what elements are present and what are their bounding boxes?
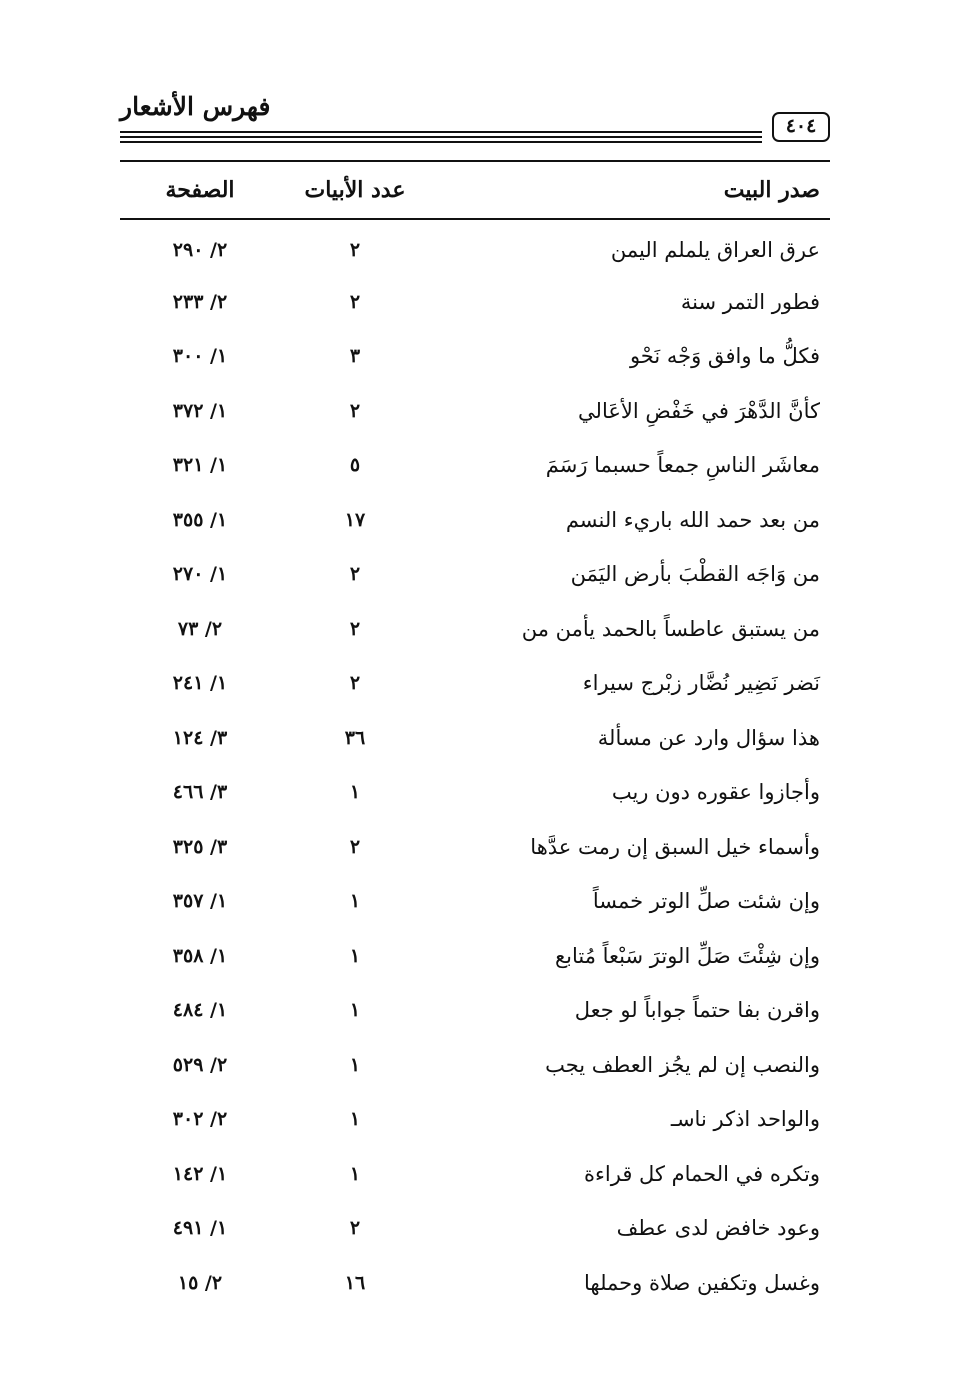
page-ref-cell: ٢/ ٣٠٢ xyxy=(172,1108,228,1130)
table-body xyxy=(120,220,830,1310)
verse-opening-cell: فطور التمر سنة xyxy=(680,289,820,314)
verse-opening-cell: فكلُّ ما وافق وَجْه نَحْو xyxy=(629,344,820,368)
header-verse-opening: صدر البيت xyxy=(723,177,820,203)
running-title: فهرس الأشعار xyxy=(120,92,271,121)
page-ref-cell: ١/ ٣٥٧ xyxy=(172,890,228,912)
table-row xyxy=(120,765,830,820)
table-header-row xyxy=(120,162,830,220)
table-row xyxy=(120,820,830,875)
verse-count-cell: ٢ xyxy=(349,672,361,694)
table-row xyxy=(120,1038,830,1093)
verse-opening-cell: وعود خافض لدى عطف xyxy=(616,1216,820,1240)
verse-opening-cell: من وَاجَه القطْبَ بأرض اليَمَن xyxy=(570,562,820,586)
table-row xyxy=(120,1147,830,1202)
table-row xyxy=(120,438,830,493)
page-ref-cell: ١/ ٣٥٥ xyxy=(172,508,228,531)
header-rule-line xyxy=(120,141,762,143)
table-row xyxy=(120,929,830,984)
table-row xyxy=(120,1201,830,1256)
page-ref-cell: ٢/ ١٥ xyxy=(177,1271,223,1294)
page-number: ٤٠٤ xyxy=(772,112,830,142)
verse-count-cell: ٥ xyxy=(349,454,361,476)
verse-count-cell: ١ xyxy=(349,1053,361,1076)
page-ref-cell: ١/ ٤٩١ xyxy=(172,1217,228,1239)
verse-count-cell: ٢ xyxy=(349,290,361,313)
table-row xyxy=(120,711,830,766)
table-row xyxy=(120,602,830,657)
verse-opening-cell: معاشَر الناسِ جمعاً حسبما رَسَمَ xyxy=(545,453,820,477)
verse-count-cell: ٢ xyxy=(349,563,361,585)
header-page: الصفحة xyxy=(165,177,235,203)
verse-count-cell: ١ xyxy=(349,999,361,1021)
verse-opening-cell: والواحد اذكر ناسـ xyxy=(670,1107,820,1131)
verse-count-cell: ٢ xyxy=(349,835,361,858)
table-row xyxy=(120,656,830,711)
page-ref-cell: ٢/ ٢٣٣ xyxy=(172,290,228,313)
table-row xyxy=(120,275,830,330)
verse-count-cell: ١ xyxy=(349,781,361,803)
verse-opening-cell: وأجازوا عقوره دون ريب xyxy=(611,780,820,804)
verse-opening-cell: وأسماء خيل السبق إن رمت عدَّها xyxy=(530,834,820,859)
verse-opening-cell: عرق العراق يلملم اليمن xyxy=(610,238,820,262)
page-ref-cell: ٢/ ٥٢٩ xyxy=(172,1053,228,1076)
verse-count-cell: ١ xyxy=(349,890,361,912)
page-ref-cell: ٣/ ٣٢٥ xyxy=(172,835,228,858)
verse-opening-cell: وتكره في الحمام كل قراءة xyxy=(584,1161,820,1186)
header-rule xyxy=(120,131,762,144)
verse-count-cell: ٢ xyxy=(349,239,361,261)
verse-count-cell: ١ xyxy=(349,1108,361,1130)
verse-opening-cell: وإن شِئْتَ صَلِّ الوترَ سَبْعاً مُتابع xyxy=(554,943,820,968)
page-ref-cell: ١/ ٣٥٨ xyxy=(172,944,228,967)
poetry-index-table xyxy=(120,160,830,1310)
verse-opening-cell: كأنَّ الدَّهْرَ في خَفْضِ الأعَالي xyxy=(578,398,820,423)
verse-opening-cell: هذا سؤال وارد عن مسألة xyxy=(597,725,820,750)
table-row xyxy=(120,329,830,384)
page-ref-cell: ١/ ٤٨٤ xyxy=(172,999,228,1021)
page-ref-cell: ١/ ٢٤١ xyxy=(172,672,228,694)
verse-count-cell: ١٦ xyxy=(344,1271,366,1294)
page-ref-cell: ١/ ٣٢١ xyxy=(172,454,228,476)
page-ref-cell: ٢/ ٧٣ xyxy=(177,617,223,640)
verse-opening-cell: وإن شئت صلِّ الوتر خمساً xyxy=(592,889,820,913)
header-rule-line xyxy=(120,136,762,138)
table-row xyxy=(120,1092,830,1147)
verse-count-cell: ٣ xyxy=(349,345,361,367)
page-ref-cell: ١/ ٣٠٠ xyxy=(172,345,228,367)
page-ref-cell: ٣/ ١٢٤ xyxy=(172,726,228,749)
page-ref-cell: ٢/ ٢٩٠ xyxy=(172,239,228,261)
verse-opening-cell: والنصب إن لم يجُز العطف يجب xyxy=(545,1052,820,1077)
header-verse-count: عدد الأبيات xyxy=(304,177,406,203)
table-row xyxy=(120,493,830,548)
table-row xyxy=(120,547,830,602)
table-row xyxy=(120,220,830,275)
verse-count-cell: ١٧ xyxy=(344,508,366,531)
verse-count-cell: ٢ xyxy=(349,617,361,640)
page-ref-cell: ١/ ٣٧٢ xyxy=(172,399,228,422)
verse-opening-cell: من بعد حمد الله باريء النسم xyxy=(565,507,820,532)
verse-opening-cell: واقرن بفا حتماً جواباً لو جعل xyxy=(574,998,820,1022)
page-ref-cell: ١/ ١٤٢ xyxy=(172,1162,228,1185)
verse-opening-cell: وغسل وتكفين صلاة وحملها xyxy=(584,1270,820,1295)
verse-count-cell: ٢ xyxy=(349,1217,361,1239)
table-row xyxy=(120,1256,830,1311)
table-row xyxy=(120,874,830,929)
verse-count-cell: ١ xyxy=(349,944,361,967)
verse-count-cell: ٣٦ xyxy=(344,726,366,749)
page-ref-cell: ١/ ٢٧٠ xyxy=(172,563,228,585)
page-header xyxy=(120,92,830,148)
header-rule-line xyxy=(120,131,762,133)
table-row xyxy=(120,384,830,439)
verse-opening-cell: من يستبق عاطساً بالحمد يأمن من xyxy=(521,616,820,641)
verse-count-cell: ٢ xyxy=(349,399,361,422)
verse-opening-cell: نَضر نَضِير نُضَّار زبْرج سيراء xyxy=(582,671,820,695)
table-row xyxy=(120,983,830,1038)
verse-count-cell: ١ xyxy=(349,1162,361,1185)
page-ref-cell: ٣/ ٤٦٦ xyxy=(172,781,228,803)
